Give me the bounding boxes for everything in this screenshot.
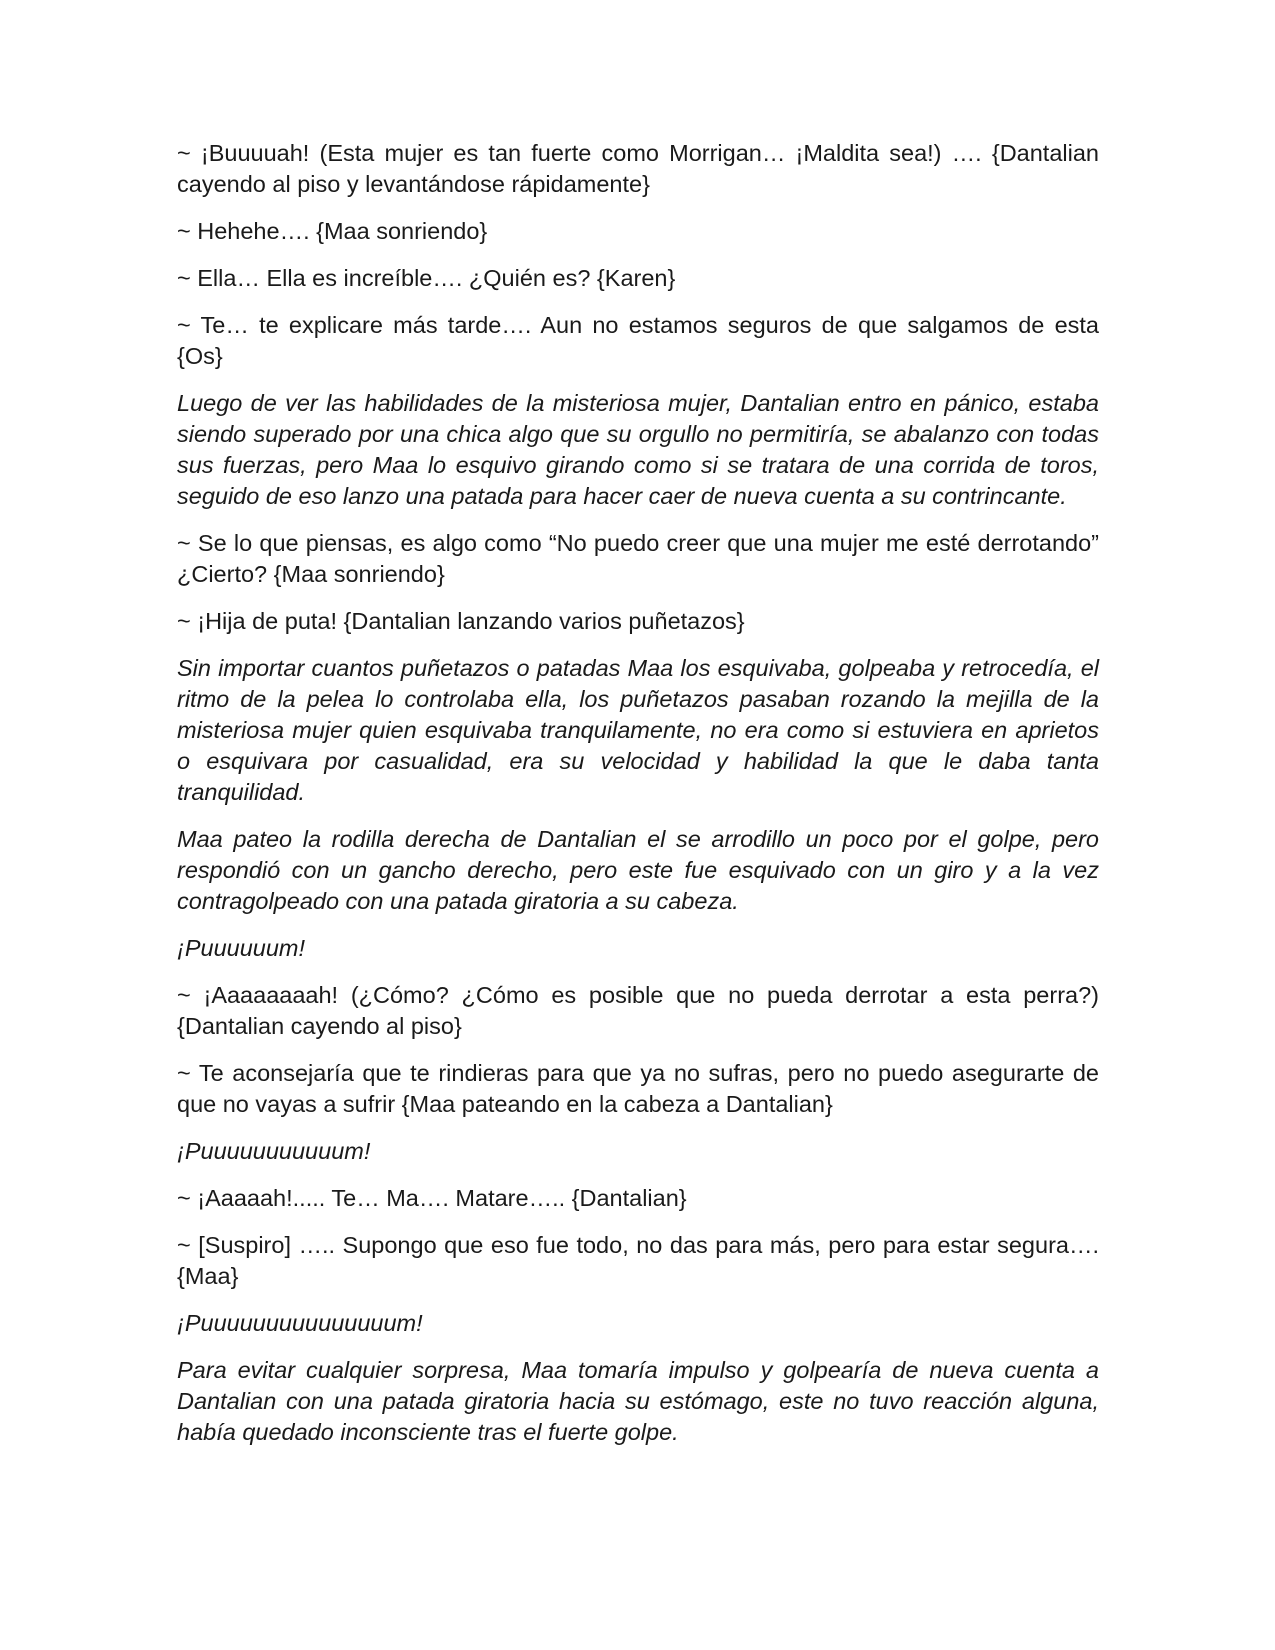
- dialogue-paragraph: ~ ¡Hija de puta! {Dantalian lanzando varios puñetazos}: [177, 608, 745, 634]
- narration-paragraph: Para evitar cualquier sorpresa, Maa tomaría impulso y golpearía de nueva cuenta a Dantalian con una patada giratoria hacia su estómago, este no tuvo reacción alguna, había quedado inconsciente tras el fuerte golpe.: [177, 1357, 1099, 1445]
- sound-effect: ¡Puuuuuum!: [177, 935, 306, 961]
- sound-effect: ¡Puuuuuuuuuuuuuuum!: [177, 1310, 423, 1336]
- document-page: [177, 138, 1099, 1464]
- dialogue-paragraph: ~ Ella… Ella es increíble…. ¿Quién es? {Karen}: [177, 265, 676, 291]
- dialogue-paragraph: ~ [Suspiro] ….. Supongo que eso fue todo, no das para más, pero para estar segura…. {Maa}: [177, 1232, 1099, 1289]
- narration-paragraph: Maa pateo la rodilla derecha de Dantalian el se arrodillo un poco por el golpe, pero respondió con un gancho derecho, pero este fue esquivado con un giro y a la vez contragolpeado con una patada giratoria a su cabeza.: [177, 826, 1099, 914]
- dialogue-paragraph: ~ ¡Buuuuah! (Esta mujer es tan fuerte como Morrigan… ¡Maldita sea!) …. {Dantalian cayendo al piso y levantándose rápidamente}: [177, 140, 1099, 197]
- dialogue-paragraph: ~ Te aconsejaría que te rindieras para que ya no sufras, pero no puedo asegurarte de que no vayas a sufrir {Maa pateando en la cabeza a Dantalian}: [177, 1060, 1099, 1117]
- dialogue-paragraph: ~ ¡Aaaaah!..... Te… Ma…. Matare….. {Dantalian}: [177, 1185, 687, 1211]
- narration-paragraph: Luego de ver las habilidades de la misteriosa mujer, Dantalian entro en pánico, estaba siendo superado por una chica algo que su orgullo no permitiría, se abalanzo con todas sus fuerzas, pero Maa lo esquivo girando como si se tratara de una corrida de toros, seguido de eso lanzo una patada para hacer caer de nueva cuenta a su contrincante.: [177, 390, 1099, 509]
- dialogue-paragraph: ~ Se lo que piensas, es algo como “No puedo creer que una mujer me esté derrotando” ¿Cierto? {Maa sonriendo}: [177, 530, 1099, 587]
- dialogue-paragraph: ~ Te… te explicare más tarde…. Aun no estamos seguros de que salgamos de esta {Os}: [177, 312, 1099, 369]
- sound-effect: ¡Puuuuuuuuuuum!: [177, 1138, 371, 1164]
- dialogue-paragraph: ~ Hehehe…. {Maa sonriendo}: [177, 218, 488, 244]
- narration-paragraph: Sin importar cuantos puñetazos o patadas Maa los esquivaba, golpeaba y retrocedía, el ritmo de la pelea lo controlaba ella, los puñetazos pasaban rozando la mejilla de la misteriosa mujer quien esquivaba tranquilamente, no era como si estuviera en aprietos o esquivara por casualidad, era su velocidad y habilidad la que le daba tanta tranquilidad.: [177, 655, 1099, 805]
- dialogue-paragraph: ~ ¡Aaaaaaaah! (¿Cómo? ¿Cómo es posible que no pueda derrotar a esta perra?) {Dantalian cayendo al piso}: [177, 982, 1099, 1039]
